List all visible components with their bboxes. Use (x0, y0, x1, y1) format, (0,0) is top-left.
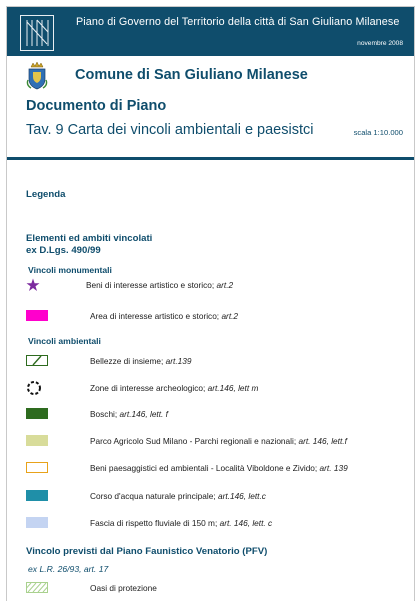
section1-title: Elementi ed ambiti vincolati (26, 233, 153, 244)
pgt-logo-icon (21, 16, 53, 50)
comune-name: Comune di San Giuliano Milanese (75, 67, 308, 83)
light-olive-fill-swatch (26, 435, 48, 446)
legend-item-label: Fascia di rispetto fluviale di 150 m; art. 146, lett. c (90, 518, 273, 528)
legend-item-label: Area di interesse artistico e storico; art.2 (90, 311, 239, 321)
legend-item-beni-paesaggistici (7, 460, 414, 476)
legend-item-label: Zone di interesse archeologico; art.146, lett m (90, 383, 259, 393)
legend-item-fascia-rispetto (7, 515, 414, 531)
ambientali-title: Vincoli ambientali (28, 336, 101, 346)
magenta-fill-swatch (26, 310, 48, 321)
legend-item-label: Beni paesaggistici ed ambientali - Località Viboldone e Zivido; art. 139 (90, 463, 348, 473)
section1-law: ex D.Lgs. 490/99 (26, 245, 101, 256)
legend-item-label: Corso d'acqua naturale principale; art.146, lett.c (90, 491, 266, 501)
plan-title: Piano di Governo del Territorio della città di San Giuliano Milanese (76, 16, 400, 28)
legend-item-label: Boschi; art.146, lett. f (90, 409, 168, 419)
coat-of-arms-icon (26, 62, 48, 90)
legend-item-bellezze (7, 353, 414, 369)
teal-fill-swatch (26, 490, 48, 501)
document-title: Documento di Piano (26, 98, 167, 114)
document-page (6, 6, 415, 601)
legend-item-boschi (7, 406, 414, 422)
dark-green-fill-swatch (26, 408, 48, 419)
legend-item-corso-acqua (7, 488, 414, 504)
legend-item-archeologico (7, 380, 414, 396)
legend-item-label: Oasi di protezione (90, 583, 157, 593)
plan-date: novembre 2008 (357, 40, 403, 47)
header-divider (7, 157, 414, 160)
star-icon (26, 278, 40, 292)
section2-law: ex L.R. 26/93, art. 17 (28, 564, 109, 574)
diag-hatch-swatch (26, 582, 48, 593)
monumentali-title: Vincoli monumentali (28, 265, 112, 275)
legend-title: Legenda (26, 189, 66, 200)
pgt-logo (20, 15, 54, 51)
hatch-outline-swatch (26, 355, 48, 366)
legend-item-label: Bellezze di insieme; art.139 (90, 356, 192, 366)
legend-item-beni-artistici (7, 277, 414, 293)
legend-item-label: Beni di interesse artistico e storico; art.2 (86, 280, 234, 290)
orange-outline-swatch (26, 462, 48, 473)
section2-title: Vincolo previsti dal Piano Faunistico Venatorio (PFV) (26, 546, 268, 557)
light-blue-fill-swatch (26, 517, 48, 528)
legend-item-label: Parco Agricolo Sud Milano - Parchi regionali e nazionali; art. 146, lett.f (90, 436, 347, 446)
tavola-title: Tav. 9 Carta dei vincoli ambientali e paesistci (26, 122, 314, 138)
map-scale: scala 1:10.000 (353, 128, 403, 137)
dashed-circle-icon (26, 380, 42, 396)
legend-item-oasi (7, 580, 414, 596)
legend-item-parco-agricolo (7, 433, 414, 449)
header-bar (7, 7, 414, 56)
legend-item-area-artistica (7, 308, 414, 324)
